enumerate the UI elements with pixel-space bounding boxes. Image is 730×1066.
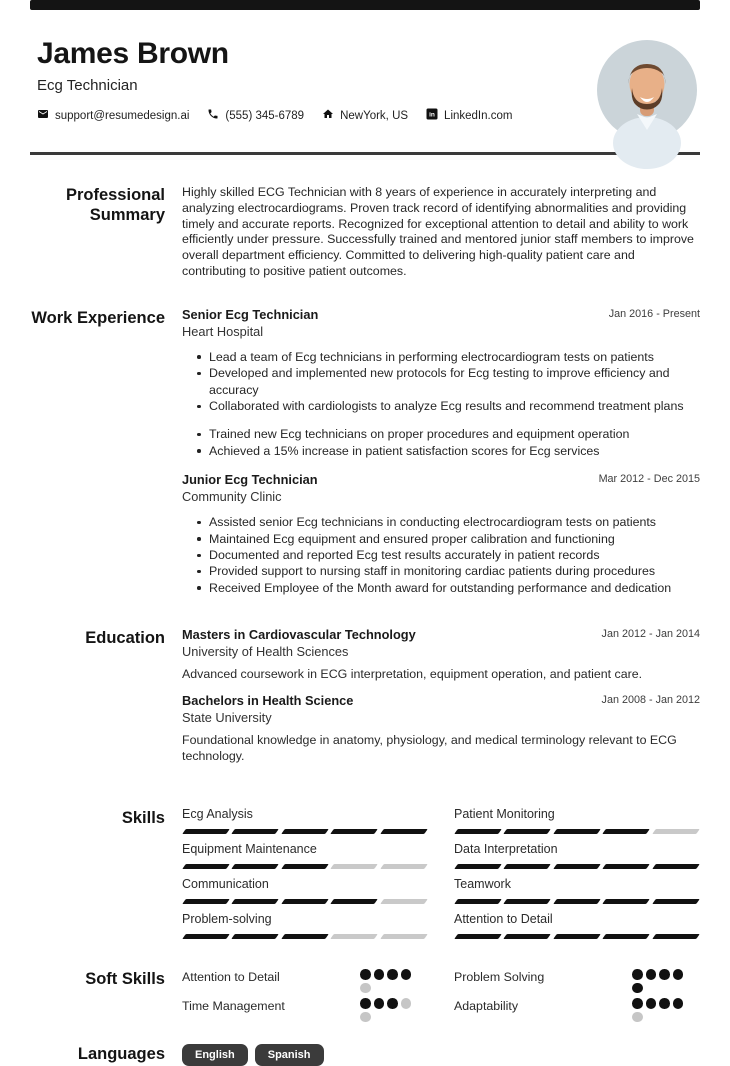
skill-bar-segment <box>602 864 650 869</box>
languages-heading: Languages <box>77 1045 165 1064</box>
soft-skill-dot <box>387 998 398 1009</box>
soft-skill-label: Time Management <box>182 999 285 1014</box>
soft-skill-dot <box>632 969 643 980</box>
skill-item <box>182 808 428 834</box>
soft-skill-dot <box>360 969 371 980</box>
language-pill: English <box>182 1044 248 1066</box>
job-title: Senior Ecg Technician <box>182 306 319 322</box>
soft-skill-dot <box>646 969 657 980</box>
skill-label: Equipment Maintenance <box>182 842 317 857</box>
section-professional-summary <box>30 185 700 280</box>
skill-bar-segment <box>380 899 428 904</box>
skill-bar-segment <box>454 934 502 939</box>
contact-email[interactable] <box>37 108 189 123</box>
soft-skill-dot <box>632 1012 643 1023</box>
skill-bar-segment <box>652 934 700 939</box>
person-name: James Brown <box>37 37 229 70</box>
skill-item <box>454 808 700 834</box>
skill-bar-segment <box>281 934 329 939</box>
degree-description: Advanced coursework in ECG interpretation, equipment operation, and patient care. <box>182 667 643 682</box>
skill-bar-segment <box>652 899 700 904</box>
degree-school: University of Health Sciences <box>182 644 349 660</box>
skill-bar-segment <box>504 864 552 869</box>
skill-level-bar <box>454 864 700 869</box>
linkedin-icon <box>426 108 438 123</box>
skill-bar-segment <box>504 934 552 939</box>
bullet-item: Provided support to nursing staff in monitoring cardiac patients during procedures <box>182 563 700 579</box>
skills-heading: Skills <box>121 809 165 828</box>
degree-description: Foundational knowledge in anatomy, physiology, and medical terminology relevant to ECG technology. <box>182 733 677 764</box>
soft-skill-item <box>454 998 700 1022</box>
job-dates: Mar 2012 - Dec 2015 <box>598 473 700 486</box>
soft-skill-dot <box>659 998 670 1009</box>
job-entry <box>182 473 700 596</box>
soft-skill-item <box>454 969 700 993</box>
skill-bar-segment <box>330 864 378 869</box>
job-company: Heart Hospital <box>182 323 264 339</box>
header <box>0 36 730 140</box>
work-entries <box>182 308 700 596</box>
profile-photo <box>597 40 697 140</box>
skill-bar-segment <box>380 864 428 869</box>
skill-bar-segment <box>380 934 428 939</box>
skill-bar-segment <box>504 829 552 834</box>
skill-bar-segment <box>281 899 329 904</box>
skill-bar-segment <box>281 829 329 834</box>
bullet-item: Trained new Ecg technicians on proper procedures and equipment operation <box>182 426 700 442</box>
skill-item <box>454 913 700 939</box>
summary-heading: Professional Summary <box>65 186 165 224</box>
bullet-item: Achieved a 15% increase in patient satisfaction scores for Ecg services <box>182 443 700 459</box>
skill-bar-segment <box>182 899 230 904</box>
language-list <box>182 1044 700 1066</box>
phone-icon <box>207 108 219 123</box>
job-bullet-list <box>182 514 700 596</box>
skill-bar-segment <box>281 864 329 869</box>
skill-level-bar <box>182 934 428 939</box>
work-heading: Work Experience <box>31 308 165 327</box>
skill-bar-segment <box>602 829 650 834</box>
soft-skill-dot <box>673 998 684 1009</box>
soft-skill-dot <box>401 998 412 1009</box>
bullet-item: Assisted senior Ecg technicians in conducting electrocardiogram tests on patients <box>182 514 700 530</box>
bullet-item <box>182 414 700 426</box>
skill-item <box>454 878 700 904</box>
skill-item <box>182 913 428 939</box>
bullet-item: Developed and implemented new protocols for Ecg testing to improve efficiency and accuracy <box>182 365 700 398</box>
skill-level-bar <box>182 864 428 869</box>
job-bullet-list <box>182 349 700 459</box>
skill-bar-segment <box>232 829 280 834</box>
soft-skill-dot <box>360 1012 371 1023</box>
skill-bar-segment <box>652 864 700 869</box>
soft-skill-dot <box>632 983 643 994</box>
soft-skills-heading: Soft Skills <box>85 970 165 989</box>
contact-location <box>322 108 408 123</box>
skill-bar-segment <box>553 829 601 834</box>
skill-bar-segment <box>504 899 552 904</box>
contact-phone-text: (555) 345-6789 <box>225 109 305 122</box>
section-education <box>30 628 700 764</box>
contact-phone[interactable] <box>207 108 304 123</box>
resume-body <box>0 185 730 1066</box>
skill-bar-segment <box>330 829 378 834</box>
skill-level-bar <box>454 829 700 834</box>
svg-text:in: in <box>429 111 435 119</box>
bullet-item: Received Employee of the Month award for outstanding performance and dedication <box>182 580 700 596</box>
degree-entry <box>182 628 700 682</box>
soft-skill-dot <box>387 969 398 980</box>
job-title: Junior Ecg Technician <box>182 472 318 488</box>
degree-title: Bachelors in Health Science <box>182 693 354 709</box>
skill-bar-segment <box>454 899 502 904</box>
skill-item <box>182 843 428 869</box>
skill-label: Attention to Detail <box>454 912 553 927</box>
skill-bar-segment <box>182 864 230 869</box>
soft-skill-dot <box>360 998 371 1009</box>
education-heading: Education <box>85 629 165 648</box>
soft-skill-level-dots <box>632 998 686 1022</box>
skill-bar-segment <box>330 934 378 939</box>
language-pill: Spanish <box>255 1044 324 1066</box>
skill-label: Communication <box>182 877 269 892</box>
skills-grid <box>182 808 700 939</box>
soft-skill-dot <box>374 998 385 1009</box>
bullet-item: Lead a team of Ecg technicians in performing electrocardiogram tests on patients <box>182 349 700 365</box>
skill-bar-segment <box>602 934 650 939</box>
skill-item <box>454 843 700 869</box>
skill-label: Problem-solving <box>182 912 272 927</box>
person-job-title: Ecg Technician <box>37 77 138 94</box>
summary-text: Highly skilled ECG Technician with 8 years of experience in accurately interpreting and analyzing electrocardiograms. Proven track record of identifying abnormalities and providing timely and accurate reports. Recognized for exceptional attention to detail and ability to work efficiently under pressure. Successfully trained and mentored junior staff members to improve overall department efficiency. Committed to delivering high-quality patient care and contributing to positive patient outcomes. <box>182 185 694 278</box>
email-icon <box>37 108 49 123</box>
soft-skill-dot <box>360 983 371 994</box>
skill-bar-segment <box>553 864 601 869</box>
job-entry <box>182 308 700 459</box>
top-accent-bar <box>30 0 700 10</box>
contact-linkedin-text: LinkedIn.com <box>444 109 513 122</box>
skill-bar-segment <box>454 864 502 869</box>
soft-skill-label: Attention to Detail <box>182 970 280 985</box>
bullet-item: Collaborated with cardiologists to analyze Ecg results and recommend treatment plans <box>182 398 700 414</box>
contact-row <box>37 108 512 123</box>
skill-label: Teamwork <box>454 877 511 892</box>
skill-bar-segment <box>652 829 700 834</box>
skill-label: Patient Monitoring <box>454 807 555 822</box>
job-dates: Jan 2016 - Present <box>608 307 700 320</box>
skill-bar-segment <box>553 899 601 904</box>
degree-dates: Jan 2012 - Jan 2014 <box>601 628 700 641</box>
education-entries <box>182 628 700 764</box>
section-soft-skills <box>30 969 700 1022</box>
skill-bar-segment <box>330 899 378 904</box>
skill-bar-segment <box>232 899 280 904</box>
soft-skill-item <box>182 998 428 1022</box>
header-divider <box>30 152 700 155</box>
soft-skill-level-dots <box>360 998 414 1022</box>
skill-bar-segment <box>232 934 280 939</box>
soft-skill-label: Problem Solving <box>454 970 545 985</box>
skill-level-bar <box>182 899 428 904</box>
skill-label: Ecg Analysis <box>182 807 253 822</box>
section-skills <box>30 808 700 939</box>
bullet-item: Maintained Ecg equipment and ensured proper calibration and functioning <box>182 531 700 547</box>
skill-bar-segment <box>182 934 230 939</box>
section-work-experience <box>30 308 700 596</box>
degree-title: Masters in Cardiovascular Technology <box>182 627 416 643</box>
soft-skill-item <box>182 969 428 993</box>
skill-bar-segment <box>380 829 428 834</box>
soft-skills-grid <box>182 969 700 1022</box>
skill-bar-segment <box>553 934 601 939</box>
contact-email-text: support@resumedesign.ai <box>55 109 190 122</box>
bullet-item: Documented and reported Ecg test results accurately in patient records <box>182 547 700 563</box>
skill-bar-segment <box>602 899 650 904</box>
degree-entry <box>182 694 700 764</box>
skill-level-bar <box>182 829 428 834</box>
home-icon <box>322 108 334 123</box>
soft-skill-level-dots <box>632 969 686 993</box>
soft-skill-dot <box>374 969 385 980</box>
skill-level-bar <box>454 934 700 939</box>
soft-skill-dot <box>401 969 412 980</box>
skill-label: Data Interpretation <box>454 842 558 857</box>
soft-skill-dot <box>646 998 657 1009</box>
degree-school: State University <box>182 710 272 726</box>
header-identity <box>37 36 512 140</box>
skill-bar-segment <box>232 864 280 869</box>
degree-dates: Jan 2008 - Jan 2012 <box>601 694 700 707</box>
soft-skill-dot <box>673 969 684 980</box>
soft-skill-dot <box>632 998 643 1009</box>
skill-item <box>182 878 428 904</box>
contact-linkedin[interactable] <box>426 108 512 123</box>
soft-skill-label: Adaptability <box>454 999 519 1014</box>
contact-location-text: NewYork, US <box>340 109 409 122</box>
skill-bar-segment <box>182 829 230 834</box>
skill-bar-segment <box>454 829 502 834</box>
soft-skill-dot <box>659 969 670 980</box>
job-company: Community Clinic <box>182 489 282 505</box>
soft-skill-level-dots <box>360 969 414 993</box>
skill-level-bar <box>454 899 700 904</box>
section-languages <box>30 1044 700 1066</box>
